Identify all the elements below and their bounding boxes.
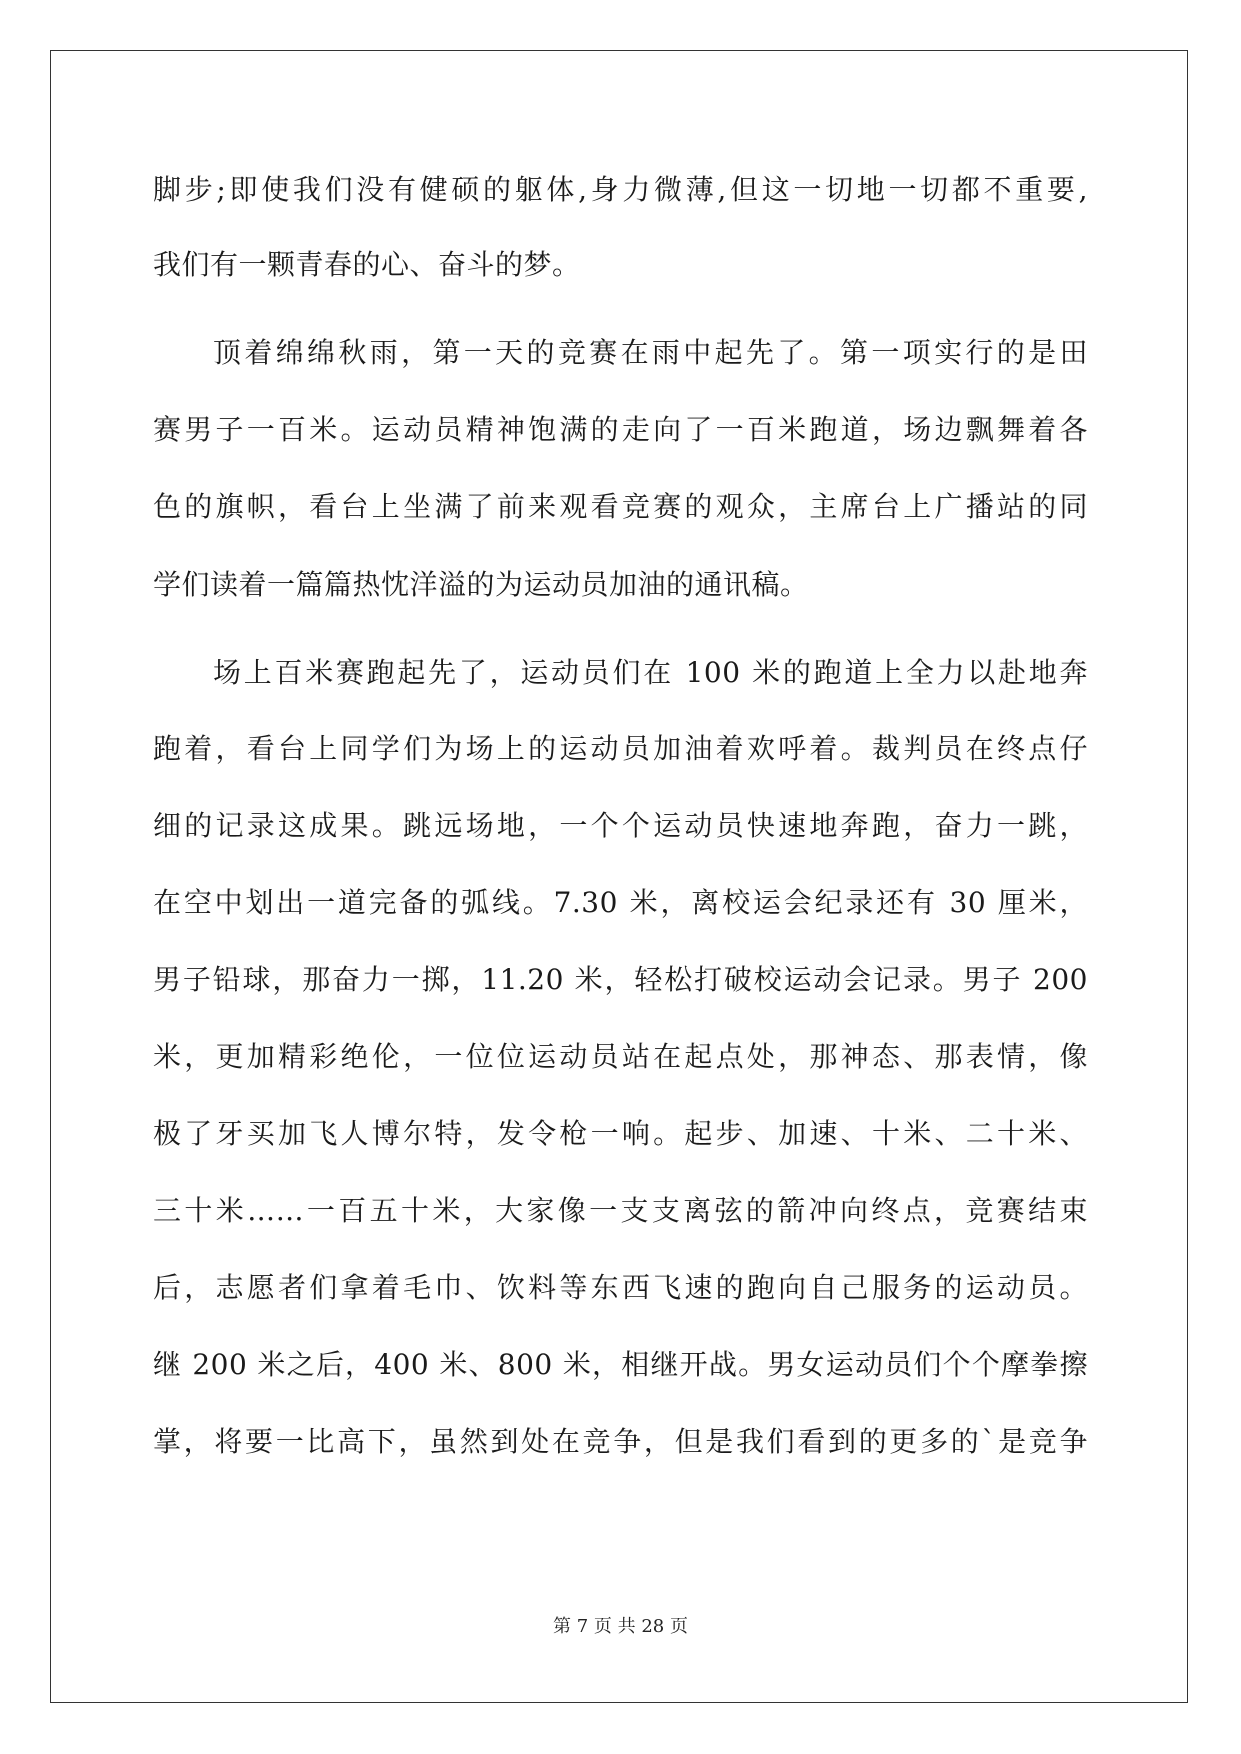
text-line: 脚步;即使我们没有健硕的躯体,身力微薄,但这一切地一切都不重要, <box>153 173 1088 206</box>
text-line: 男子铅球，那奋力一掷，11.20 米，轻松打破校运动会记录。男子 200 <box>153 963 1088 996</box>
page-number-footer: 第 7 页 共 28 页 <box>553 1616 688 1637</box>
paragraph-first-line: 场上百米赛跑起先了，运动员们在 100 米的跑道上全力以赴地奔 <box>213 656 1088 689</box>
text-line: 色的旗帜，看台上坐满了前来观看竞赛的观众，主席台上广播站的同 <box>153 490 1088 523</box>
text-line: 极了牙买加飞人博尔特，发令枪一响。起步、加速、十米、二十米、 <box>153 1117 1088 1150</box>
text-line: 继 200 米之后，400 米、800 米，相继开战。男女运动员们个个摩拳擦 <box>153 1348 1088 1381</box>
text-line: 我们有一颗青春的心、奋斗的梦。 <box>153 248 581 281</box>
text-line: 掌，将要一比高下，虽然到处在竞争，但是我们看到的更多的`是竞争 <box>153 1425 1088 1458</box>
text-line: 三十米……一百五十米，大家像一支支离弦的箭冲向终点，竞赛结束 <box>153 1194 1088 1227</box>
text-line: 后，志愿者们拿着毛巾、饮料等东西飞速的跑向自己服务的运动员。 <box>153 1271 1088 1304</box>
text-line: 赛男子一百米。运动员精神饱满的走向了一百米跑道，场边飘舞着各 <box>153 413 1088 446</box>
text-line: 细的记录这成果。跳远场地，一个个运动员快速地奔跑，奋力一跳， <box>153 809 1088 842</box>
text-line: 在空中划出一道完备的弧线。7.30 米，离校运会纪录还有 30 厘米， <box>153 886 1088 919</box>
text-line: 米，更加精彩绝伦，一位位运动员站在起点处，那神态、那表情，像 <box>153 1040 1088 1073</box>
paragraph-first-line: 顶着绵绵秋雨，第一天的竞赛在雨中起先了。第一项实行的是田 <box>213 336 1088 369</box>
text-line: 学们读着一篇篇热忱洋溢的为运动员加油的通讯稿。 <box>153 568 809 601</box>
text-line: 跑着，看台上同学们为场上的运动员加油着欢呼着。裁判员在终点仔 <box>153 732 1088 765</box>
